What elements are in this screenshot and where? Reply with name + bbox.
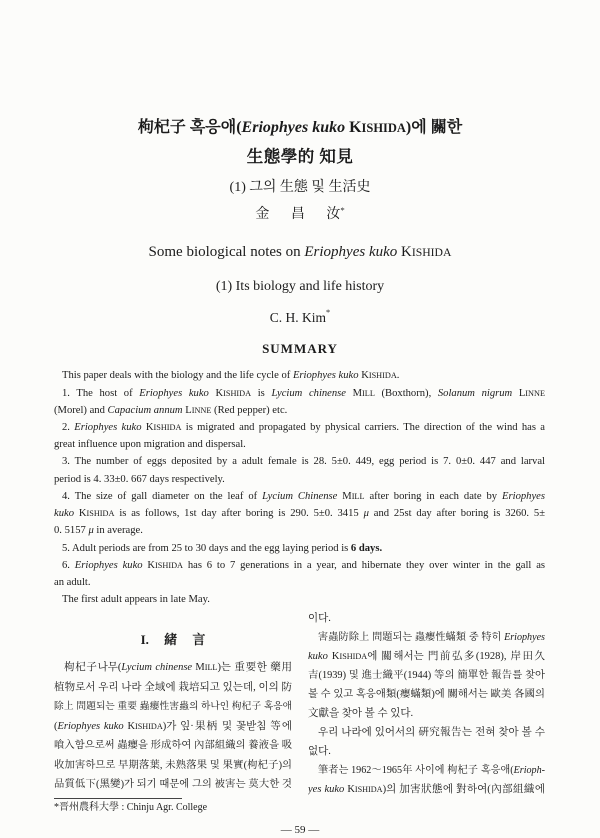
page-number: — 59 — <box>280 824 320 836</box>
italic-text: Capacium annum <box>107 404 186 416</box>
italic-text: Solanum nigrum <box>437 387 519 399</box>
text-run: 除上 問題되는 重要 蟲癭性害蟲의 하나인 枸杞子 혹응애 <box>54 701 292 713</box>
body-line <box>308 742 545 761</box>
small-caps-text: KISHIDA <box>361 370 397 382</box>
italic-text: μ <box>363 508 369 520</box>
italic-text: Eriophyes kuko <box>57 720 128 732</box>
text-run: is migrated and propagated by physical carriers. The direction of the wind has a <box>181 422 545 434</box>
body-line <box>54 717 292 737</box>
italic-text: kuko <box>54 508 79 520</box>
summary-paragraph <box>54 557 545 591</box>
body-line <box>308 761 545 780</box>
text-run: 品質低下(黑變)가 되기 때문에 그의 被害는 莫大한 것 <box>54 779 292 791</box>
english-author <box>0 308 600 328</box>
small-caps-text: KISHIDA <box>127 720 163 732</box>
summary-line <box>54 402 545 419</box>
body-paragraph <box>308 761 545 799</box>
text-run: is as follows, 1st day after boring is 290. 5±0. 3415 <box>114 508 364 520</box>
body-line <box>54 736 292 756</box>
text-run: )는 重要한 藥用 <box>217 662 292 674</box>
text-run: ( <box>54 720 58 732</box>
text-run: 害蟲防除上 問題되는 蟲癭性蟎類 중 特히 <box>318 631 505 643</box>
body-line <box>308 780 545 799</box>
summary-line <box>54 505 545 522</box>
text-run: )에 關한 <box>405 119 463 136</box>
summary-line <box>54 591 545 608</box>
italic-text: Eriophyes kuko <box>292 370 362 382</box>
summary-paragraph <box>54 453 545 487</box>
summary-line <box>54 522 545 539</box>
text-run: 枸杞子나무( <box>64 662 122 674</box>
body-line <box>54 658 292 678</box>
body-line <box>308 723 545 742</box>
italic-text: Eriophyes kuko <box>139 387 216 399</box>
text-run: 喰入함으로써 蟲癭을 形成하여 內部組織의 養液을 吸 <box>54 740 292 752</box>
summary-line <box>54 419 545 436</box>
text-run: 筆者는 1962～1965年 사이에 枸杞子 혹응애( <box>318 764 514 776</box>
summary-paragraph <box>54 540 545 557</box>
italic-text: Eriophyes <box>504 631 545 643</box>
introduction-left-column <box>54 658 292 795</box>
text-run: (Red pepper) etc. <box>211 404 288 416</box>
body-line <box>308 628 545 647</box>
text-run: . <box>396 370 400 382</box>
body-paragraph <box>308 723 545 761</box>
text-run: )가 잎·果柄 및 꽃받침 等에 <box>162 720 292 732</box>
footnote-rule <box>54 798 182 799</box>
text-run: 收加害하므로 早期落葉, 未熟落果 및 果實(枸杞子)의 <box>54 759 292 771</box>
text-run: an adult. <box>54 577 91 589</box>
italic-text: Eriophyes kuko <box>74 559 148 571</box>
text-run: 없다. <box>308 745 331 757</box>
text-run: 枸杞子 혹응애( <box>137 119 242 136</box>
footnote-marker: * <box>340 205 345 215</box>
body-line <box>308 609 545 628</box>
text-run: in average. <box>93 525 143 537</box>
italic-text: Lycium chinense <box>121 662 196 674</box>
italic-text: Eriophyes kuko <box>241 119 350 136</box>
body-line <box>308 666 545 685</box>
small-caps-text: KISHIDA <box>401 244 452 260</box>
small-caps-text: MILL <box>195 662 218 674</box>
body-paragraph <box>308 609 545 628</box>
text-run: 6. <box>62 559 75 571</box>
english-title <box>0 242 600 262</box>
small-caps-text: KISHIDA <box>145 422 182 434</box>
text-run: (Morel) and <box>54 404 108 416</box>
text-run: period is 4. 33±0. 667 days respectively. <box>54 473 225 485</box>
text-run: 4. The size of gall diameter on the leaf of <box>62 490 263 502</box>
text-run: 0. 5157 <box>54 525 89 537</box>
korean-author <box>0 205 600 225</box>
body-line <box>308 704 545 723</box>
small-caps-text: KISHIDA <box>347 783 383 795</box>
section-heading: I. 緒 言 <box>140 632 206 647</box>
body-line <box>54 678 292 698</box>
text-run: 5. Adult periods are from 25 to 30 days and the egg laying period is <box>62 542 351 554</box>
summary-line <box>54 557 545 574</box>
korean-title-line2: 生態學的 知見 <box>246 147 354 166</box>
text-run: 에 關해서는 門前弘多(1928), 岸田久 <box>367 650 545 662</box>
body-line <box>308 647 545 666</box>
italic-text: Eriophyes kuko <box>74 422 146 434</box>
summary-paragraph <box>54 385 545 419</box>
summary-line <box>54 488 545 505</box>
small-caps-text: LINNE <box>518 387 545 399</box>
summary-paragraph <box>54 591 545 608</box>
summary-line <box>54 540 545 557</box>
italic-text: Erioph- <box>513 764 545 776</box>
korean-title <box>0 118 600 138</box>
text-run: 植物로서 우리 나라 全域에 栽培되고 있는데, 이의 防 <box>54 681 292 693</box>
introduction-right-column <box>308 609 545 799</box>
small-caps-text: MILL <box>342 490 365 502</box>
korean-subtitle: (1) 그의 生態 및 生活史 <box>229 180 371 195</box>
summary-line <box>54 471 545 488</box>
summary-line <box>54 453 545 470</box>
text-run: great influence upon migration and dispersal. <box>54 439 246 451</box>
small-caps-text: KISHIDA <box>78 508 115 520</box>
footnote-marker: * <box>326 308 331 317</box>
body-line <box>54 775 292 795</box>
small-caps-text: LINNE <box>185 404 212 416</box>
summary-paragraph <box>54 488 545 540</box>
text-run: )의 加害狀態에 對하여(內部組織에 <box>382 783 545 795</box>
body-line <box>54 756 292 776</box>
summary-paragraph <box>54 367 545 384</box>
summary-heading: SUMMARY <box>262 341 338 356</box>
english-subtitle: (1) Its biology and life history <box>215 279 385 294</box>
body-paragraph <box>308 628 545 723</box>
text-run: is <box>251 387 272 399</box>
text-run: after boring in each date by <box>364 490 503 502</box>
text-run: 1. The host of <box>62 387 140 399</box>
text-run: 3. The number of eggs deposited by a adult female is 28. 5±0. 449, egg period is 7. 0±0. 447 and larval <box>62 456 545 468</box>
author-name: 金 昌 汝 <box>255 207 341 222</box>
small-caps-text: MILL <box>352 387 375 399</box>
summary-section <box>54 367 545 608</box>
italic-text: yes kuko <box>308 783 348 795</box>
text-run: 볼 수 있고 혹응애類(癭蟎類)에 關해서는 歐美 各國의 <box>308 688 545 700</box>
small-caps-text: KISHIDA <box>147 559 184 571</box>
body-line <box>308 685 545 704</box>
summary-paragraph <box>54 419 545 453</box>
italic-text: μ <box>88 525 94 537</box>
text-run: 文獻을 찾아 볼 수 있다. <box>308 707 414 719</box>
italic-text: kuko <box>308 650 332 662</box>
summary-line <box>54 385 545 402</box>
text-run: 2. <box>62 422 75 434</box>
text-run: 우리 나라에 있어서의 硏究報告는 전혀 찾아 볼 수 <box>318 726 545 738</box>
text-run: 이다. <box>308 612 331 624</box>
summary-line <box>54 436 545 453</box>
summary-line <box>54 367 545 384</box>
text-run: and 25st day after boring is 3260. 5± <box>368 508 545 520</box>
body-line <box>54 697 292 717</box>
italic-text: Lycium Chinense <box>262 490 343 502</box>
summary-line <box>54 574 545 591</box>
bold-text: 6 days. <box>350 542 383 554</box>
text-run: This paper deals with the biology and the life cycle of <box>62 370 293 382</box>
body-paragraph <box>54 658 292 795</box>
italic-text: Eriophyes <box>502 490 545 502</box>
author-name: C. H. Kim <box>269 310 327 325</box>
italic-text: Eriophyes kuko <box>304 244 402 260</box>
footnote: *晋州農科大學 : Chinju Agr. College <box>54 802 208 813</box>
text-run: The first adult appears in late May. <box>62 594 210 606</box>
small-caps-text: KISHIDA <box>331 650 368 662</box>
small-caps-text: KISHIDA <box>215 387 252 399</box>
text-run: 吉(1939) 및 進士織平(1944) 等의 簡單한 報告를 찾아 <box>308 669 545 681</box>
text-run: has 6 to 7 generations in a year, and hibernate they over winter in the gall as <box>183 559 545 571</box>
text-run: (Boxthorn), <box>374 387 438 399</box>
italic-text: Lycium chinense <box>271 387 353 399</box>
text-run: Some biological notes on <box>148 244 305 260</box>
small-caps-text: KISHIDA <box>349 119 406 136</box>
